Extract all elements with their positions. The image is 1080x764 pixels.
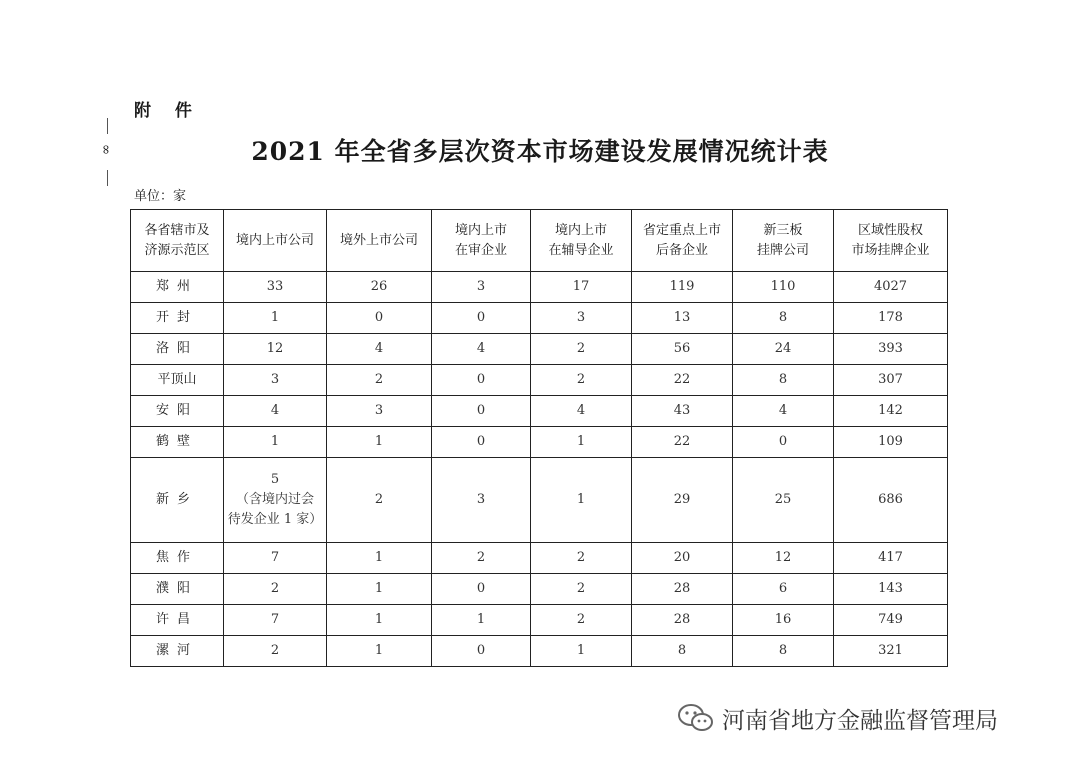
table-cell: 8	[733, 303, 834, 334]
col-header-neeq: 新三板 挂牌公司	[733, 210, 834, 272]
wechat-icon	[676, 702, 716, 734]
table-cell: 2	[531, 605, 632, 636]
table-cell: 2	[327, 365, 432, 396]
row-city: 濮阳	[131, 574, 224, 605]
table-row	[131, 303, 948, 334]
table-cell: 20	[632, 543, 733, 574]
table-cell: 4	[733, 396, 834, 427]
row-city: 安阳	[131, 396, 224, 427]
table-row	[131, 574, 948, 605]
table-cell: 16	[733, 605, 834, 636]
table-cell: 2	[531, 574, 632, 605]
table-cell: 43	[632, 396, 733, 427]
table-cell: 25	[733, 458, 834, 543]
cell-note: （含境内过会	[235, 492, 314, 507]
table-cell: 0	[432, 574, 531, 605]
table-cell: 2	[531, 334, 632, 365]
table-row	[131, 605, 948, 636]
table-cell: 3	[327, 396, 432, 427]
table-cell: 4	[224, 396, 327, 427]
table-cell: 8	[733, 636, 834, 667]
table-cell: 417	[834, 543, 948, 574]
cell-value: 5	[270, 472, 280, 487]
col-header-region: 各省辖市及 济源示范区	[131, 210, 224, 272]
table-cell: 3	[224, 365, 327, 396]
table-row	[131, 272, 948, 303]
table-row	[131, 365, 948, 396]
statistics-table	[130, 209, 948, 667]
table-cell: 1	[327, 427, 432, 458]
table-cell: 33	[224, 272, 327, 303]
table-cell: 0	[432, 396, 531, 427]
table-cell: 1	[432, 605, 531, 636]
table-cell: 0	[327, 303, 432, 334]
table-cell: 3	[531, 303, 632, 334]
row-city: 郑州	[131, 272, 224, 303]
row-city: 新乡	[131, 458, 224, 543]
table-header-row	[131, 210, 948, 272]
table-cell: 0	[432, 365, 531, 396]
table-cell: 2	[327, 458, 432, 543]
table-cell: 17	[531, 272, 632, 303]
table-cell: 110	[733, 272, 834, 303]
table-cell: 1	[327, 605, 432, 636]
table-cell: 119	[632, 272, 733, 303]
cell-note: 待发企业 1 家）	[227, 512, 323, 527]
table-cell: 7	[224, 543, 327, 574]
table-cell: 1	[531, 458, 632, 543]
table-cell: 4027	[834, 272, 948, 303]
table-cell: 0	[432, 636, 531, 667]
col-header-reserve: 省定重点上市 后备企业	[632, 210, 733, 272]
table-cell: 13	[632, 303, 733, 334]
table-row	[131, 543, 948, 574]
table-cell: 0	[432, 303, 531, 334]
table-cell: 24	[733, 334, 834, 365]
table-cell: 749	[834, 605, 948, 636]
table-cell: 2	[224, 636, 327, 667]
col-header-regional-equity: 区域性股权 市场挂牌企业	[834, 210, 948, 272]
table-cell: 1	[327, 543, 432, 574]
table-row	[131, 458, 948, 543]
table-cell: 143	[834, 574, 948, 605]
table-cell: 4	[531, 396, 632, 427]
table-cell: 0	[432, 427, 531, 458]
table-cell: 307	[834, 365, 948, 396]
table-cell: 28	[632, 605, 733, 636]
table-cell: 1	[224, 427, 327, 458]
table-cell: 8	[632, 636, 733, 667]
unit-label: 单位：家	[134, 189, 187, 204]
row-city: 鹤壁	[131, 427, 224, 458]
table-cell: 1	[327, 636, 432, 667]
table-cell: 0	[733, 427, 834, 458]
table-cell: 178	[834, 303, 948, 334]
table-cell: 2	[531, 365, 632, 396]
table-cell: 2	[224, 574, 327, 605]
row-city: 许昌	[131, 605, 224, 636]
table-cell: 1	[327, 574, 432, 605]
table-cell: 3	[432, 458, 531, 543]
col-header-domestic-listed: 境内上市公司	[224, 210, 327, 272]
table-row	[131, 396, 948, 427]
watermark	[676, 700, 998, 736]
table-cell: 142	[834, 396, 948, 427]
table-cell: 22	[632, 427, 733, 458]
col-header-overseas-listed: 境外上市公司	[327, 210, 432, 272]
table-cell: 29	[632, 458, 733, 543]
table-cell: 12	[224, 334, 327, 365]
watermark-text: 河南省地方金融监督管理局	[722, 707, 998, 734]
table-row	[131, 427, 948, 458]
table-row	[131, 636, 948, 667]
row-city: 洛阳	[131, 334, 224, 365]
table-cell: 4	[327, 334, 432, 365]
table-cell: 109	[834, 427, 948, 458]
table-cell: 2	[531, 543, 632, 574]
table-cell: 321	[834, 636, 948, 667]
row-city: 漯河	[131, 636, 224, 667]
table-cell: 6	[733, 574, 834, 605]
table-cell: 4	[432, 334, 531, 365]
table-cell: 8	[733, 365, 834, 396]
table-cell: 28	[632, 574, 733, 605]
row-city: 平顶山	[131, 365, 224, 396]
table-cell: 26	[327, 272, 432, 303]
margin-mark-bottom	[107, 170, 108, 186]
col-header-under-guidance: 境内上市 在辅导企业	[531, 210, 632, 272]
table-cell: 12	[733, 543, 834, 574]
table-cell: 1	[224, 303, 327, 334]
table-cell	[224, 458, 327, 543]
table-cell: 22	[632, 365, 733, 396]
table-row	[131, 334, 948, 365]
table-cell: 7	[224, 605, 327, 636]
table-cell: 3	[432, 272, 531, 303]
table-cell: 2	[432, 543, 531, 574]
row-city: 焦作	[131, 543, 224, 574]
table-cell: 686	[834, 458, 948, 543]
table-cell: 393	[834, 334, 948, 365]
page-number: ∞	[97, 144, 113, 155]
table-cell: 1	[531, 636, 632, 667]
attachment-label: 附 件	[134, 101, 194, 121]
page-title: 2021 年全省多层次资本市场建设发展情况统计表	[251, 137, 829, 166]
table-cell: 56	[632, 334, 733, 365]
row-city: 开封	[131, 303, 224, 334]
table-cell: 1	[531, 427, 632, 458]
col-header-under-review: 境内上市 在审企业	[432, 210, 531, 272]
